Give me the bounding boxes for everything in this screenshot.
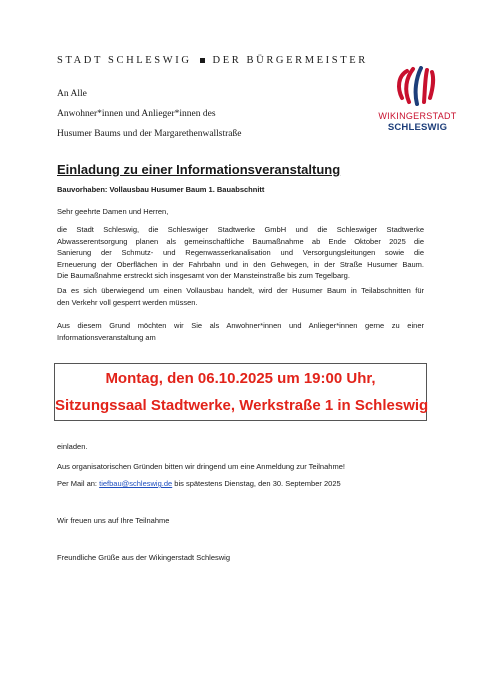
mail-registration — [57, 479, 341, 488]
paragraph-closure — [57, 285, 424, 308]
wikingerstadt-logo — [370, 66, 465, 146]
mail-deadline: bis spätestens Dienstag, den 30. September 2025 — [174, 479, 341, 488]
paragraph-project-line: die Stadt Schleswig, die Schleswiger Stadtwerke GmbH und die Schleswiger Stadtwerke — [57, 225, 424, 234]
paragraph-project-line: Erneuerung der Oberflächen in der Fahrbahn und in den Gehwegen, in der Straße Husumer Baum. — [57, 259, 424, 269]
letterhead-mayor: DER BÜRGERMEISTER — [212, 55, 368, 66]
closing-greeting: Freundliche Grüße aus der Wikingerstadt Schleswig — [57, 553, 230, 562]
address-line-3: Husumer Baums und der Margarethenwallstraße — [57, 129, 242, 139]
address-line-1: An Alle — [57, 89, 87, 99]
event-location: Sitzungssaal Stadtwerke, Werkstraße 1 in Schleswig — [55, 397, 429, 414]
letterhead-city: STADT SCHLESWIG — [57, 55, 192, 66]
mail-prefix: Per Mail an: — [57, 479, 98, 488]
paragraph-invitation — [57, 320, 424, 343]
document-title: Einladung zu einer Informationsveranstaltung — [57, 162, 341, 177]
viking-ship-logo-icon — [392, 66, 440, 108]
project-subtitle: Bauvorhaben: Vollausbau Husumer Baum 1. Bauabschnitt — [57, 185, 265, 194]
address-line-2: Anwohner*innen und Anlieger*innen des — [57, 109, 216, 119]
registration-request: Aus organisatorischen Gründen bitten wir dringend um eine Anmeldung zur Teilnahme! — [57, 462, 345, 471]
paragraph-project — [57, 224, 424, 282]
invitation-end: einladen. — [57, 442, 88, 451]
letterhead — [57, 55, 368, 66]
paragraph-invitation-line: Informationsveranstaltung am — [57, 332, 156, 342]
paragraph-closure-line: Da es sich überwiegend um einen Vollausbau handelt, wird der Husumer Baum in Teilabschnitten für — [57, 286, 424, 295]
email-link[interactable]: tiefbau@schleswig.de — [99, 479, 173, 488]
paragraph-project-line: Abwasserentsorgung planen als gemeinschaftliche Baumaßnahme ab Ende Oktober 2025 die — [57, 236, 424, 246]
event-details-box — [54, 363, 427, 421]
closing-thanks: Wir freuen uns auf Ihre Teilnahme — [57, 516, 170, 525]
paragraph-closure-line: den Verkehr voll gesperrt werden müssen. — [57, 297, 198, 307]
event-date-time: Montag, den 06.10.2025 um 19:00 Uhr, — [105, 370, 376, 387]
paragraph-invitation-line: Aus diesem Grund möchten wir Sie als Anwohner*innen und Anlieger*innen gerne zu einer — [57, 321, 424, 330]
paragraph-project-line: Sanierung der Schmutz- und Regenwasserkanalisation und Versorgungsleitungen sowie die — [57, 248, 424, 257]
separator-square-icon — [200, 58, 205, 63]
logo-text-schleswig: SCHLESWIG — [387, 122, 448, 133]
paragraph-project-line: Die Baumaßnahme erstreckt sich insgesamt von der Mansteinstraße bis zum Tegelbarg. — [57, 271, 350, 280]
logo-text-wikingerstadt: WIKINGERSTADT — [378, 111, 457, 121]
salutation: Sehr geehrte Damen und Herren, — [57, 207, 169, 216]
